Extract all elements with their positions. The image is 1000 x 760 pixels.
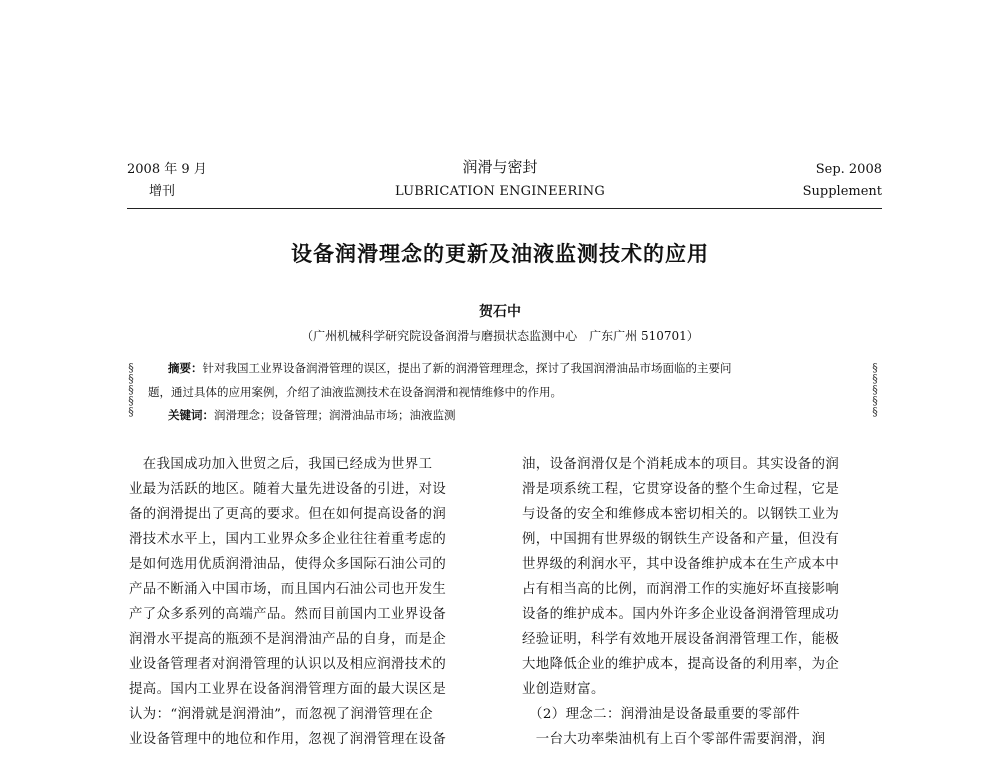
left-line: 滑技术水平上，国内工业界众多企业往往着重考虑的	[129, 532, 447, 547]
keywords-label: 关键词：	[168, 408, 214, 422]
left-line: 是如何选用优质润滑油品，使得众多国际石油公司的	[129, 557, 447, 572]
abstract-label: 摘要：	[168, 361, 203, 375]
section-heading: （2）理念二：润滑油是设备最重要的零部件	[522, 707, 801, 722]
article-title: 设备润滑理念的更新及油液监测技术的应用	[291, 242, 709, 266]
right-line: 设备的维护成本。国内外许多企业设备润滑管理成功	[522, 607, 840, 622]
right-line: 业创造财富。	[522, 682, 605, 697]
left-line: 认为：“润滑就是润滑油”，而忽视了润滑管理在企	[129, 707, 434, 722]
issue-date-en: Sep. 2008	[815, 162, 882, 177]
left-line: 提高。国内工业界在设备润滑管理方面的最大误区是	[129, 682, 447, 697]
abstract-line-1	[168, 363, 732, 375]
header-rule	[127, 208, 882, 209]
abstract-text-1: 针对我国工业界设备润滑管理的误区，提出了新的润滑管理理念，探讨了我国润滑油品市场面临的主要问	[202, 361, 732, 375]
left-line: 备的润滑提出了更高的要求。但在如何提高设备的润	[129, 507, 447, 522]
right-line: 经验证明，科学有效地开展设备润滑管理工作，能极	[522, 632, 840, 647]
abstract-line-2: 题，通过具体的应用案例，介绍了油液监测技术在设备润滑和视情维修中的作用。	[148, 385, 562, 399]
issue-date-cn: 2008 年 9 月	[127, 162, 207, 177]
left-line: 业设备管理中的地位和作用，忽视了润滑管理在设备	[129, 732, 447, 747]
right-line: 占有相当高的比例，而润滑工作的实施好坏直接影响	[522, 582, 840, 597]
right-line: 世界级的利润水平，其中设备维护成本在生产成本中	[522, 557, 840, 572]
abstract-left-border: § § § § §	[128, 361, 134, 418]
keywords-line	[168, 410, 456, 422]
right-line: 滑是项系统工程，它贯穿设备的整个生命过程，它是	[522, 482, 840, 497]
right-line: 与设备的安全和维修成本密切相关的。以钢铁工业为	[522, 507, 840, 522]
abstract-right-border: § § § § §	[872, 361, 878, 418]
left-line: 在我国成功加入世贸之后，我国已经成为世界工	[129, 457, 433, 472]
author-affiliation: （广州机械科学研究院设备润滑与磨损状态监测中心 广东广州 510701）	[301, 329, 699, 343]
journal-title-en: LUBRICATION ENGINEERING	[395, 184, 605, 199]
issue-type-en: Supplement	[802, 184, 882, 199]
right-line: 例，中国拥有世界级的钢铁生产设备和产量，但没有	[522, 532, 840, 547]
right-line: 油，设备润滑仅是个消耗成本的项目。其实设备的润	[522, 457, 840, 472]
keywords-text: 润滑理念；设备管理；润滑油品市场；油液监测	[214, 408, 456, 422]
left-line: 润滑水平提高的瓶颈不是润滑油产品的自身，而是企	[129, 632, 447, 647]
author-name: 贺石中	[479, 304, 521, 320]
left-line: 产品不断涌入中国市场，而且国内石油公司也开发生	[129, 582, 447, 597]
issue-type-cn: 增刊	[149, 184, 176, 199]
right-line: 大地降低企业的维护成本，提高设备的利用率，为企	[522, 657, 840, 672]
left-line: 业最为活跃的地区。随着大量先进设备的引进，对设	[129, 482, 447, 497]
left-line: 业设备管理者对润滑管理的认识以及相应润滑技术的	[129, 657, 447, 672]
right-line: 一台大功率柴油机有上百个零部件需要润滑，润	[522, 732, 826, 747]
left-line: 产了众多系列的高端产品。然而目前国内工业界设备	[129, 607, 447, 622]
journal-title-cn: 润滑与密封	[462, 158, 538, 176]
